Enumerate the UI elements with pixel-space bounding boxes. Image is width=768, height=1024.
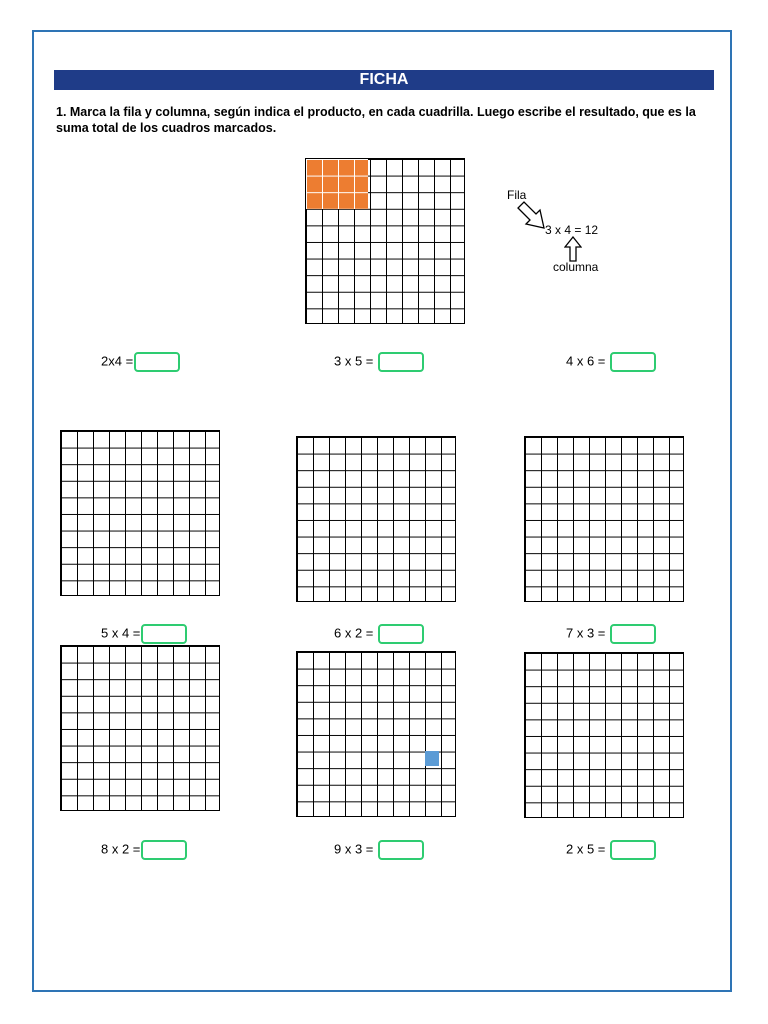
exercise-prompt: 7 x 3 = [566,625,606,641]
exercise-prompt: 2x4 = [101,353,134,369]
answer-box[interactable] [610,352,656,372]
answer-box[interactable] [378,352,424,372]
multiplication-grid[interactable] [60,430,220,596]
multiplication-grid[interactable] [296,651,456,817]
up-arrow-icon [564,236,582,262]
exercise-equation [566,624,656,644]
example-shaded-area [306,159,368,209]
answer-box[interactable] [610,840,656,860]
multiplication-grid[interactable] [60,645,220,811]
example-equation: 3 x 4 = 12 [545,223,599,237]
exercise-equation [334,352,424,372]
answer-box[interactable] [134,352,180,372]
exercise-prompt: 6 x 2 = [334,625,374,641]
marked-cell [425,751,439,766]
exercise-equation [334,840,424,860]
exercise-prompt: 5 x 4 = [101,625,141,641]
answer-box[interactable] [141,624,187,644]
exercise-prompt: 3 x 5 = [334,353,374,369]
worksheet-title: FICHA [54,70,714,90]
exercise-prompt: 8 x 2 = [101,841,141,857]
answer-box[interactable] [141,840,187,860]
example-grid [305,158,465,324]
exercise-equation [101,624,187,644]
diagonal-arrow-icon [514,200,548,232]
exercise-prompt: 2 x 5 = [566,841,606,857]
instruction-text: 1. Marca la fila y columna, según indica el producto, en cada cuadrilla. Luego escribe el resultado, que es la suma total de los cuadros marcados. [56,105,696,135]
exercise-equation [101,840,187,860]
answer-box[interactable] [610,624,656,644]
exercise-equation [566,352,656,372]
answer-box[interactable] [378,624,424,644]
exercise-equation [101,352,180,372]
example-label-columna: columna [553,260,599,274]
multiplication-grid[interactable] [524,436,684,602]
example-label-fila: Fila [507,188,527,202]
exercise-prompt: 4 x 6 = [566,353,606,369]
exercise-prompt: 9 x 3 = [334,841,374,857]
multiplication-grid[interactable] [524,652,684,818]
exercise-equation [566,840,656,860]
multiplication-grid[interactable] [296,436,456,602]
exercise-equation [334,624,424,644]
answer-box[interactable] [378,840,424,860]
